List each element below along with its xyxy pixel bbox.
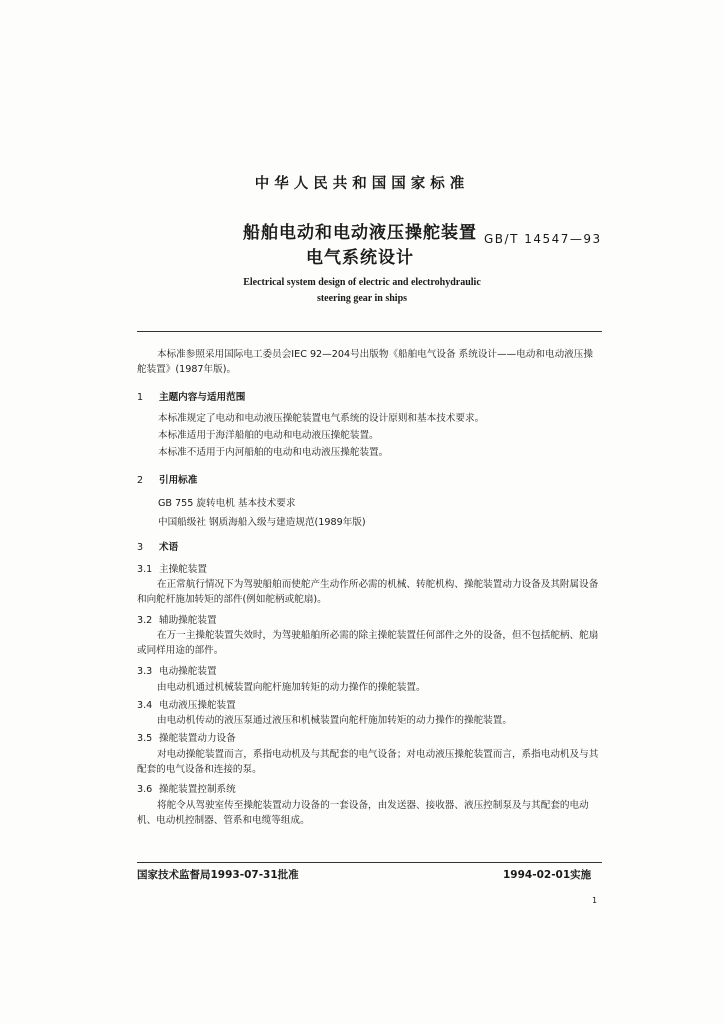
term-3-4-text: 由电动机传动的液压泵通过液压和机械装置向舵杆施加转矩的动力操作的操舵装置。 <box>157 715 512 726</box>
title-en-line2: steering gear in ships <box>316 293 408 304</box>
s2-line-1: GB 755 旋转电机 基本技术要求 <box>158 498 296 509</box>
title-zh-line1: 船舶电动和电动液压操舵装置 <box>243 223 477 243</box>
term-3-1-heading: 3.1 主操舵装置 <box>137 564 207 575</box>
term-3-6-text: 将舵令从驾驶室传至操舵装置动力设备的一套设备，由发送器、接收器、液压控制泵及与其配套的电动机、电动机控制器、管系和电缆等组成。 <box>137 800 589 827</box>
section-3-heading: 3 术语 <box>137 542 179 553</box>
intro-paragraph: 本标准参照采用国际电工委员会IEC 92—204号出版物《船舶电气设备 系统设计——电动和电动液压操舵装置》(1987年版)。 <box>137 349 593 376</box>
term-3-2-heading: 3.2 辅助操舵装置 <box>137 615 217 626</box>
s1-line-2: 本标准适用于海洋船舶的电动和电动液压操舵装置。 <box>158 430 379 441</box>
approval-date: 国家技术监督局1993-07-31批准 <box>137 869 299 881</box>
standard-header: 中华人民共和国国家标准 <box>254 176 470 192</box>
term-3-5-heading: 3.5 操舵装置动力设备 <box>137 733 236 744</box>
section-1-heading: 1 主题内容与适用范围 <box>137 392 246 403</box>
term-3-3-text: 由电动机通过机械装置向舵杆施加转矩的动力操作的操舵装置。 <box>157 682 426 693</box>
title-en-line1: Electrical system design of electric and electrohydraulic <box>243 277 481 288</box>
page-number: 1 <box>592 896 598 905</box>
effective-date: 1994-02-01实施 <box>503 869 592 881</box>
top-divider <box>137 331 602 332</box>
term-3-2-text: 在万一主操舵装置失效时，为驾驶船舶所必需的除主操舵装置任何部件之外的设备，但不包括舵柄、舵扇或同样用途的部件。 <box>137 630 599 657</box>
term-3-1-text: 在正常航行情况下为驾驶船舶而使舵产生动作所必需的机械、转舵机构、操舵装置动力设备及其附属设备和向舵杆施加转矩的部件(例如舵柄或舵扇)。 <box>137 579 599 606</box>
standard-code: GB/T 14547—93 <box>484 232 602 246</box>
footer-divider <box>137 862 602 863</box>
s2-line-2: 中国船级社 钢质海船入级与建造规范(1989年版) <box>158 517 366 528</box>
term-3-5-text: 对电动操舵装置而言，系指电动机及与其配套的电气设备；对电动液压操舵装置而言，系指电动机及与其配套的电气设备和连接的泵。 <box>137 749 599 776</box>
term-3-4-heading: 3.4 电动液压操舵装置 <box>137 700 236 711</box>
term-3-3-heading: 3.3 电动操舵装置 <box>137 666 217 677</box>
s1-line-3: 本标准不适用于内河船舶的电动和电动液压操舵装置。 <box>158 447 389 458</box>
s1-line-1: 本标准规定了电动和电动液压操舵装置电气系统的设计原则和基本技术要求。 <box>158 413 485 424</box>
title-zh-line2: 电气系统设计 <box>306 248 414 268</box>
term-3-6-heading: 3.6 操舵装置控制系统 <box>137 784 236 795</box>
section-2-heading: 2 引用标准 <box>137 475 198 486</box>
